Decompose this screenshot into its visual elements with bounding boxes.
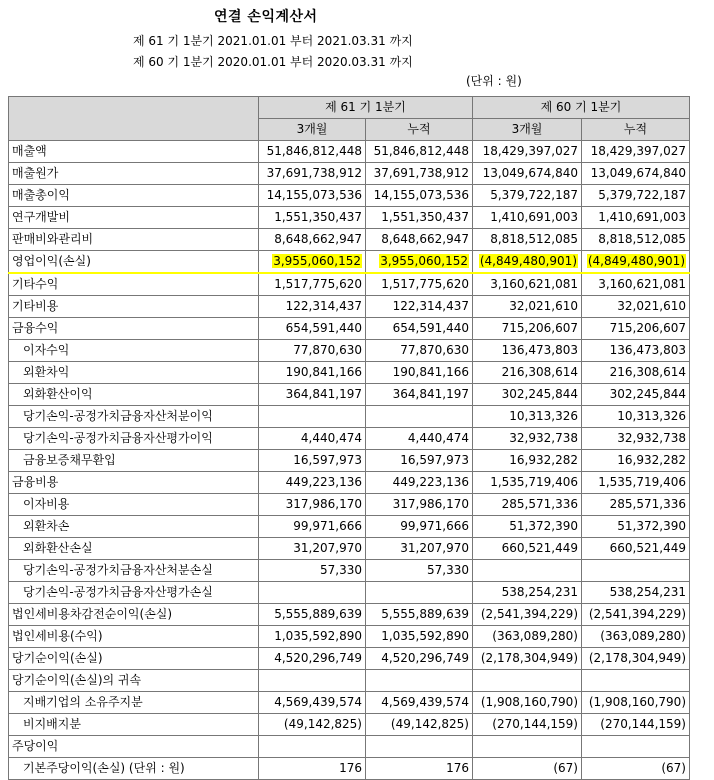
- row-label: 당기순이익(손실)의 귀속: [9, 670, 259, 692]
- cell-current-cumulative: 654,591,440: [366, 318, 473, 340]
- row-label: 금융수익: [9, 318, 259, 340]
- cell-prior-cumulative: 10,313,326: [582, 406, 690, 428]
- row-label: 금융비용: [9, 472, 259, 494]
- cell-wrapper: [366, 251, 473, 274]
- table-row: [9, 604, 690, 626]
- cell-prior-three-month: 285,571,336: [473, 494, 582, 516]
- cell-prior-three-month: (270,144,159): [473, 714, 582, 736]
- cell-prior-cumulative: 136,473,803: [582, 340, 690, 362]
- cell-prior-cumulative: 32,932,738: [582, 428, 690, 450]
- cell-prior-cumulative: [582, 560, 690, 582]
- header-row-period: [9, 97, 690, 119]
- row-label: 외환차익: [9, 362, 259, 384]
- table-row: [9, 251, 690, 274]
- cell-prior-cumulative: 5,379,722,187: [582, 185, 690, 207]
- cell-prior-cumulative: 285,571,336: [582, 494, 690, 516]
- cell-current-three-month: [259, 736, 366, 758]
- cell-current-three-month: 122,314,437: [259, 296, 366, 318]
- cell-current-cumulative: 122,314,437: [366, 296, 473, 318]
- cell-current-cumulative: 14,155,073,536: [366, 185, 473, 207]
- cell-current-cumulative: 51,846,812,448: [366, 141, 473, 163]
- cell-prior-cumulative: [582, 670, 690, 692]
- cell-current-cumulative: 4,569,439,574: [366, 692, 473, 714]
- cell-current-three-month: 57,330: [259, 560, 366, 582]
- cell-current-cumulative: [366, 406, 473, 428]
- cell-prior-cumulative: 3,160,621,081: [582, 273, 690, 296]
- table-row: [9, 340, 690, 362]
- cell-current-three-month: 8,648,662,947: [259, 229, 366, 251]
- table-row: [9, 296, 690, 318]
- cell-current-cumulative: 99,971,666: [366, 516, 473, 538]
- cell-current-cumulative: 317,986,170: [366, 494, 473, 516]
- header-prior-period: 제 60 기 1분기: [473, 97, 690, 119]
- row-label: 외화환산손실: [9, 538, 259, 560]
- cell-prior-three-month: 538,254,231: [473, 582, 582, 604]
- cell-prior-cumulative: 216,308,614: [582, 362, 690, 384]
- cell-current-cumulative: 1,551,350,437: [366, 207, 473, 229]
- cell-prior-three-month: 32,021,610: [473, 296, 582, 318]
- cell-current-three-month: 31,207,970: [259, 538, 366, 560]
- header-current-three-month: 3개월: [259, 119, 366, 141]
- table-row: [9, 141, 690, 163]
- cell-current-three-month: 4,440,474: [259, 428, 366, 450]
- row-label: 주당이익: [9, 736, 259, 758]
- header-current-cumulative: 누적: [366, 119, 473, 141]
- cell-current-three-month: 4,569,439,574: [259, 692, 366, 714]
- statement-title: 연결 손익계산서: [214, 9, 318, 25]
- table-row: [9, 318, 690, 340]
- table-row: [9, 185, 690, 207]
- cell-current-three-month: 176: [259, 758, 366, 780]
- header-prior-three-month: 3개월: [473, 119, 582, 141]
- header-corner: [9, 97, 259, 141]
- cell-prior-three-month: (1,908,160,790): [473, 692, 582, 714]
- cell-prior-three-month: 302,245,844: [473, 384, 582, 406]
- cell-prior-cumulative: (2,541,394,229): [582, 604, 690, 626]
- cell-current-cumulative: 57,330: [366, 560, 473, 582]
- cell-prior-three-month: [473, 560, 582, 582]
- header-prior-cumulative: 누적: [582, 119, 690, 141]
- table-row: [9, 582, 690, 604]
- row-label: 당기손익-공정가치금융자산평가이익: [9, 428, 259, 450]
- highlighted-value: 3,955,060,152: [380, 254, 468, 268]
- table-row: [9, 758, 690, 780]
- cell-prior-three-month: 136,473,803: [473, 340, 582, 362]
- cell-prior-three-month: 32,932,738: [473, 428, 582, 450]
- cell-prior-cumulative: 32,021,610: [582, 296, 690, 318]
- row-label: 당기손익-공정가치금융자산처분이익: [9, 406, 259, 428]
- cell-current-three-month: [259, 406, 366, 428]
- row-label: 기타수익: [9, 273, 259, 296]
- cell-prior-three-month: (2,541,394,229): [473, 604, 582, 626]
- cell-prior-three-month: 715,206,607: [473, 318, 582, 340]
- cell-current-cumulative: 4,520,296,749: [366, 648, 473, 670]
- cell-prior-cumulative: 660,521,449: [582, 538, 690, 560]
- cell-wrapper: [582, 251, 690, 274]
- table-row: [9, 538, 690, 560]
- table-row: [9, 516, 690, 538]
- period-current: 제 61 기 1분기 2021.01.01 부터 2021.03.31 까지: [133, 34, 413, 48]
- cell-current-cumulative: 37,691,738,912: [366, 163, 473, 185]
- cell-current-cumulative: [366, 582, 473, 604]
- cell-prior-cumulative: 51,372,390: [582, 516, 690, 538]
- row-label: 이자수익: [9, 340, 259, 362]
- period-prior: 제 60 기 1분기 2020.01.01 부터 2020.03.31 까지: [133, 55, 413, 69]
- table-row: [9, 692, 690, 714]
- cell-current-three-month: 5,555,889,639: [259, 604, 366, 626]
- table-row: [9, 207, 690, 229]
- cell-current-cumulative: 77,870,630: [366, 340, 473, 362]
- table-row: [9, 406, 690, 428]
- cell-prior-three-month: 3,160,621,081: [473, 273, 582, 296]
- cell-current-three-month: 1,035,592,890: [259, 626, 366, 648]
- cell-current-three-month: 449,223,136: [259, 472, 366, 494]
- cell-current-three-month: 16,597,973: [259, 450, 366, 472]
- cell-current-cumulative: 176: [366, 758, 473, 780]
- cell-current-three-month: 14,155,073,536: [259, 185, 366, 207]
- row-label: 영업이익(손실): [9, 251, 259, 274]
- highlighted-value: (4,849,480,901): [587, 254, 685, 268]
- cell-wrapper: [259, 251, 366, 274]
- row-label: 외환차손: [9, 516, 259, 538]
- table-row: [9, 362, 690, 384]
- cell-prior-three-month: [473, 736, 582, 758]
- row-label: 매출액: [9, 141, 259, 163]
- table-row: [9, 273, 690, 296]
- cell-prior-cumulative: 18,429,397,027: [582, 141, 690, 163]
- cell-current-three-month: [259, 582, 366, 604]
- cell-prior-cumulative: (2,178,304,949): [582, 648, 690, 670]
- row-label: 외화환산이익: [9, 384, 259, 406]
- cell-current-three-month: 317,986,170: [259, 494, 366, 516]
- cell-prior-cumulative: 8,818,512,085: [582, 229, 690, 251]
- row-label: 기타비용: [9, 296, 259, 318]
- row-label: 지배기업의 소유주지분: [9, 692, 259, 714]
- cell-prior-three-month: (67): [473, 758, 582, 780]
- table-row: [9, 163, 690, 185]
- cell-current-cumulative: 1,035,592,890: [366, 626, 473, 648]
- cell-prior-cumulative: 715,206,607: [582, 318, 690, 340]
- row-label: 당기손익-공정가치금융자산평가손실: [9, 582, 259, 604]
- highlighted-value: 3,955,060,152: [273, 254, 361, 268]
- cell-current-cumulative: 16,597,973: [366, 450, 473, 472]
- cell-wrapper: [473, 251, 582, 274]
- table-row: [9, 384, 690, 406]
- cell-prior-three-month: 1,535,719,406: [473, 472, 582, 494]
- cell-current-three-month: [259, 670, 366, 692]
- cell-current-three-month: 77,870,630: [259, 340, 366, 362]
- table-row: [9, 229, 690, 251]
- table-row: [9, 428, 690, 450]
- row-label: 이자비용: [9, 494, 259, 516]
- cell-prior-three-month: 5,379,722,187: [473, 185, 582, 207]
- table-row: [9, 626, 690, 648]
- cell-prior-three-month: 18,429,397,027: [473, 141, 582, 163]
- cell-prior-cumulative: (1,908,160,790): [582, 692, 690, 714]
- cell-current-three-month: 1,551,350,437: [259, 207, 366, 229]
- cell-prior-three-month: 51,372,390: [473, 516, 582, 538]
- highlighted-value: (4,849,480,901): [479, 254, 577, 268]
- cell-prior-three-month: 216,308,614: [473, 362, 582, 384]
- row-label: 법인세비용차감전순이익(손실): [9, 604, 259, 626]
- cell-current-cumulative: 5,555,889,639: [366, 604, 473, 626]
- cell-current-cumulative: (49,142,825): [366, 714, 473, 736]
- income-statement-table: [8, 96, 690, 780]
- row-label: 매출총이익: [9, 185, 259, 207]
- cell-current-cumulative: [366, 736, 473, 758]
- cell-prior-cumulative: (270,144,159): [582, 714, 690, 736]
- cell-prior-cumulative: [582, 736, 690, 758]
- cell-current-cumulative: 31,207,970: [366, 538, 473, 560]
- cell-current-three-month: 1,517,775,620: [259, 273, 366, 296]
- table-row: [9, 670, 690, 692]
- unit-note: (단위 : 원): [466, 74, 522, 88]
- row-label: 비지배지분: [9, 714, 259, 736]
- cell-prior-three-month: (2,178,304,949): [473, 648, 582, 670]
- row-label: 당기순이익(손실): [9, 648, 259, 670]
- row-label: 기본주당이익(손실) (단위 : 원): [9, 758, 259, 780]
- cell-prior-three-month: 660,521,449: [473, 538, 582, 560]
- row-label: 당기손익-공정가치금융자산처분손실: [9, 560, 259, 582]
- table-row: [9, 450, 690, 472]
- cell-prior-cumulative: 1,535,719,406: [582, 472, 690, 494]
- table-row: [9, 714, 690, 736]
- cell-current-cumulative: 8,648,662,947: [366, 229, 473, 251]
- cell-current-three-month: (49,142,825): [259, 714, 366, 736]
- cell-prior-cumulative: 1,410,691,003: [582, 207, 690, 229]
- cell-current-cumulative: 1,517,775,620: [366, 273, 473, 296]
- row-label: 연구개발비: [9, 207, 259, 229]
- cell-current-three-month: 4,520,296,749: [259, 648, 366, 670]
- cell-prior-cumulative: 13,049,674,840: [582, 163, 690, 185]
- cell-current-cumulative: 4,440,474: [366, 428, 473, 450]
- cell-prior-three-month: 1,410,691,003: [473, 207, 582, 229]
- cell-prior-three-month: (363,089,280): [473, 626, 582, 648]
- row-label: 법인세비용(수익): [9, 626, 259, 648]
- cell-current-three-month: 654,591,440: [259, 318, 366, 340]
- row-label: 금융보증채무환입: [9, 450, 259, 472]
- cell-current-cumulative: 449,223,136: [366, 472, 473, 494]
- row-label: 매출원가: [9, 163, 259, 185]
- cell-current-cumulative: 364,841,197: [366, 384, 473, 406]
- cell-prior-three-month: 16,932,282: [473, 450, 582, 472]
- cell-current-cumulative: 190,841,166: [366, 362, 473, 384]
- cell-prior-three-month: 8,818,512,085: [473, 229, 582, 251]
- cell-current-three-month: 190,841,166: [259, 362, 366, 384]
- table-row: [9, 736, 690, 758]
- cell-prior-cumulative: 16,932,282: [582, 450, 690, 472]
- cell-current-three-month: 99,971,666: [259, 516, 366, 538]
- cell-current-cumulative: [366, 670, 473, 692]
- table-row: [9, 494, 690, 516]
- cell-current-three-month: 51,846,812,448: [259, 141, 366, 163]
- cell-prior-three-month: 10,313,326: [473, 406, 582, 428]
- table-row: [9, 560, 690, 582]
- cell-current-three-month: 37,691,738,912: [259, 163, 366, 185]
- cell-prior-three-month: [473, 670, 582, 692]
- table-row: [9, 472, 690, 494]
- cell-prior-three-month: 13,049,674,840: [473, 163, 582, 185]
- cell-prior-cumulative: 302,245,844: [582, 384, 690, 406]
- cell-current-three-month: 364,841,197: [259, 384, 366, 406]
- cell-prior-cumulative: 538,254,231: [582, 582, 690, 604]
- table-row: [9, 648, 690, 670]
- header-current-period: 제 61 기 1분기: [259, 97, 473, 119]
- row-label: 판매비와관리비: [9, 229, 259, 251]
- cell-prior-cumulative: (363,089,280): [582, 626, 690, 648]
- cell-prior-cumulative: (67): [582, 758, 690, 780]
